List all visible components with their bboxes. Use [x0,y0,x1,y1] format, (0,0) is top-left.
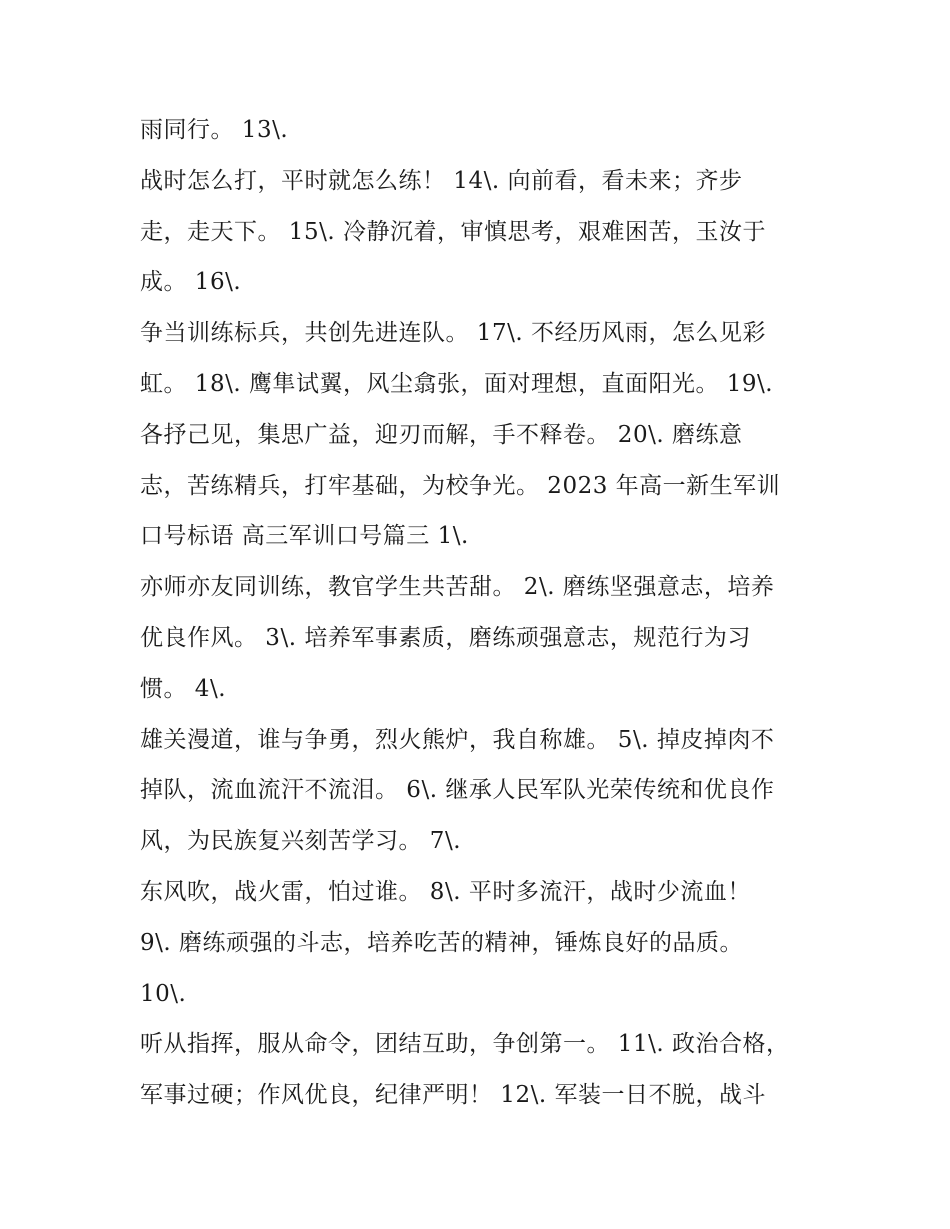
text-line: 掉队，流血流汗不流泪。 6\. 继承人民军队光荣传统和优良作 [140,777,775,804]
text-line: 成。 16\. [140,269,242,296]
text-line: 东风吹，战火雷，怕过谁。 8\. 平时多流汗，战时少流血！ [140,878,751,905]
text-line: 雄关漫道，谁与争勇，烈火熊炉，我自称雄。 5\. 掉皮掉肉不 [140,726,775,753]
text-line: 战时怎么打，平时就怎么练！ 14\. 向前看，看未来；齐步 [140,167,743,194]
text-line: 听从指挥，服从命令，团结互助，争创第一。 11\. 政治合格， [140,1031,790,1058]
text-line: 亦师亦友同训练，教官学生共苦甜。 2\. 磨练坚强意志，培养 [140,574,775,601]
text-line: 风，为民族复兴刻苦学习。 7\. [140,828,462,855]
text-line: 志，苦练精兵，打牢基础，为校争光。 2023 年高一新生军训 [140,472,781,499]
text-line: 10\. [140,980,187,1007]
text-line: 优良作风。 3\. 培养军事素质，磨练顽强意志，规范行为习 [140,624,751,651]
text-line: 各抒己见，集思广益，迎刃而解，手不释卷。 20\. 磨练意 [140,421,743,448]
text-line: 争当训练标兵，共创先进连队。 17\. 不经历风雨，怎么见彩 [140,320,766,347]
text-line: 军事过硬；作风优良，纪律严明！ 12\. 军装一日不脱，战斗 [140,1082,766,1109]
text-line: 走，走天下。 15\. 冷静沉着，审慎思考，艰难困苦，玉汝于 [140,218,766,245]
text-line: 口号标语 高三军训口号篇三 1\. [140,523,469,550]
text-line: 雨同行。 13\. [140,117,289,143]
text-line: 惯。 4\. [140,675,227,702]
text-line: 9\. 磨练顽强的斗志，培养吃苦的精神，锤炼良好的品质。 [140,929,744,956]
text-line: 虹。 18\. 鹰隼试翼，风尘翕张，面对理想，直面阳光。 19\. [140,370,774,397]
body-text [140,108,820,1124]
